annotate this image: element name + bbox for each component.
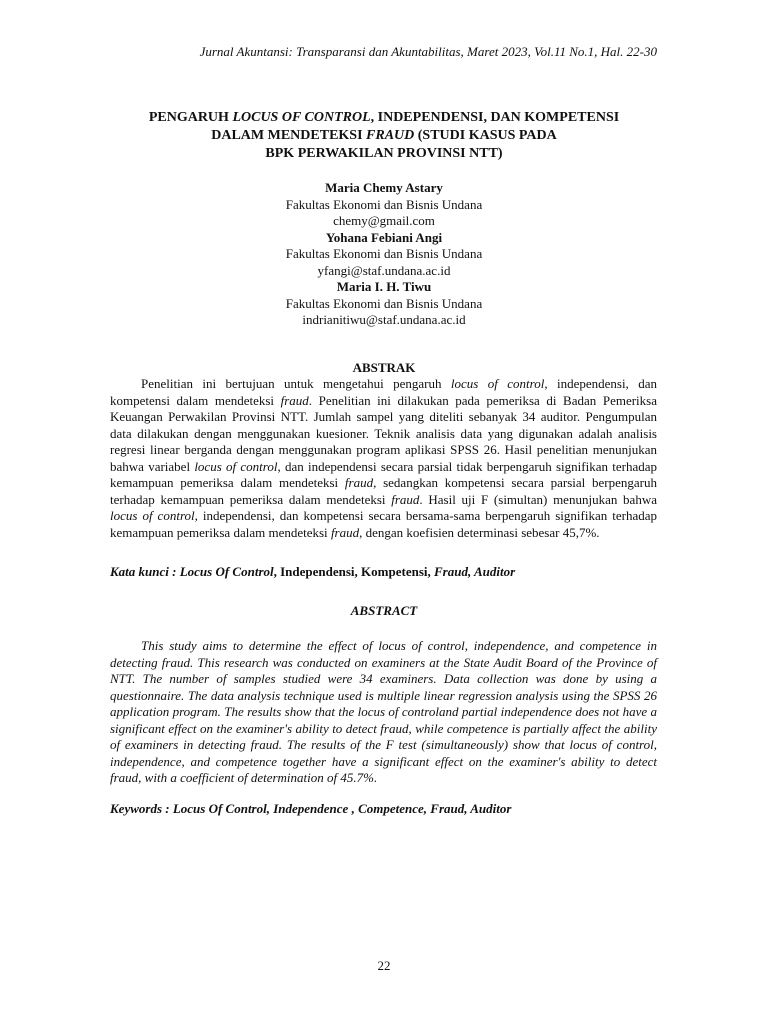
- paper-title: [110, 109, 658, 163]
- keywords-line: Keywords : Locus Of Control, Independence , Competence, Fraud, Auditor: [110, 801, 512, 816]
- author-name: Yohana Febiani Angi: [325, 229, 443, 245]
- author-affiliation: Fakultas Ekonomi dan Bisnis Undana: [285, 196, 483, 212]
- running-header: Jurnal Akuntansi: Transparansi dan Akuntabilitas, Maret 2023, Vol.11 No.1, Hal. 22-30: [199, 44, 657, 59]
- abstrak-text: , sedangkan kompetensi secara parsial berpengaruh terhadap kemampuan pemeriksa dalam mendeteksi: [110, 475, 657, 507]
- title-line-2: [110, 127, 658, 145]
- author-name: Maria I. H. Tiwu: [336, 279, 432, 294]
- author-name: Maria Chemy Astary: [325, 180, 443, 195]
- kata-kunci-label: Kata kunci :: [110, 564, 177, 579]
- abstrak-text: , dengan koefisien determinasi sebesar 45,7%.: [359, 524, 600, 540]
- abstrak-text: independensi, dan kompetensi secara bersama-sama berpengaruh signifikan terhadap kemampuan pemeriksa dalam mendeteksi: [110, 508, 657, 540]
- author-affiliation: Fakultas Ekonomi dan Bisnis Undana: [285, 246, 483, 261]
- abstract-heading: ABSTRACT: [350, 603, 418, 618]
- abstrak-italic: fraud: [330, 524, 360, 540]
- author-affiliation: Fakultas Ekonomi dan Bisnis Undana: [285, 295, 483, 311]
- abstrak-italic: locus of control: [450, 376, 545, 391]
- abstrak-text: , dan independensi secara parsial tidak berpengaruh signifikan terhadap kemampuan pemeriksa dalam mendeteksi: [110, 458, 657, 490]
- author-email[interactable]: chemy@gmail.com: [333, 213, 435, 228]
- author-email[interactable]: yfangi@staf.undana.ac.id: [317, 262, 451, 278]
- title-text: (STUDI KASUS PADA: [414, 128, 557, 143]
- title-italic-text: LOCUS OF CONTROL: [232, 110, 371, 125]
- abstrak-italic: fraud: [280, 392, 309, 408]
- abstract-paragraph: This study aims to determine the effect of locus of control, independence, and competence in detecting fraud. This research was conducted on examiners at the State Audit Board of the Province of NTT. The number of samples studied were 34 examiners. Data collection was done by using a questionnaire. The data analysis technique used is multiple linear regression analysis using the SPSS 26 application program. The results show that the locus of controland partial independence does not have a significant effect on the examiner's ability to detect fraud, while competence is partially affect the ability of examiners in detecting fraud. The results of the F test (simultaneously) show that locus of control, independence, and competence together have a significant effect on the examiner's ability to detect fraud, with a coefficient of determination of 45.7%.: [110, 638, 657, 785]
- kata-kunci-terms: , Independensi, Kompetensi,: [273, 564, 434, 579]
- abstrak-heading: ABSTRAK: [352, 360, 416, 375]
- author-block: [110, 180, 658, 329]
- title-text: DALAM MENDETEKSI: [211, 128, 367, 143]
- title-text: PENGARUH: [148, 110, 233, 125]
- title-line-1: [110, 109, 658, 127]
- abstrak-italic: fraud: [391, 491, 420, 507]
- title-italic-text: FRAUD: [366, 128, 415, 143]
- page-number: 22: [377, 958, 391, 973]
- title-text: , INDEPENDENSI, DAN KOMPETENSI: [370, 110, 620, 125]
- abstrak-text: Penelitian ini bertujuan untuk mengetahui pengaruh: [141, 376, 451, 391]
- abstrak-paragraph: [110, 376, 657, 541]
- abstrak-italic: locus of control,: [110, 508, 198, 523]
- abstrak-text: . Hasil uji F (simultan) menunjukan bahwa: [419, 491, 657, 507]
- abstrak-italic: locus of control: [194, 458, 278, 474]
- title-line-3: BPK PERWAKILAN PROVINSI NTT): [265, 146, 503, 161]
- abstrak-text: , independensi, dan kompetensi dalam mendeteksi: [110, 376, 657, 408]
- abstrak-italic: fraud: [344, 475, 374, 490]
- abstrak-text: . Penelitian ini dilakukan pada pemeriksa di Badan Pemeriksa Keuangan Perwakilan Provinsi NTT. Jumlah sampel yang diteliti sebanyak 34 auditor. Pengumpulan data dilakukan dengan menggunakan kuesioner. Teknik analisis data yang digunakan adalah analisis regresi linear berganda dengan menggunakan program aplikasi SPSS 26. Hasil penelitian menunjukan bahwa variabel: [110, 392, 657, 474]
- kata-kunci-line: [110, 564, 658, 580]
- kata-kunci-term: Fraud, Auditor: [434, 564, 516, 579]
- author-email[interactable]: indrianitiwu@staf.undana.ac.id: [302, 312, 466, 327]
- kata-kunci-term: Locus Of Control: [176, 564, 274, 579]
